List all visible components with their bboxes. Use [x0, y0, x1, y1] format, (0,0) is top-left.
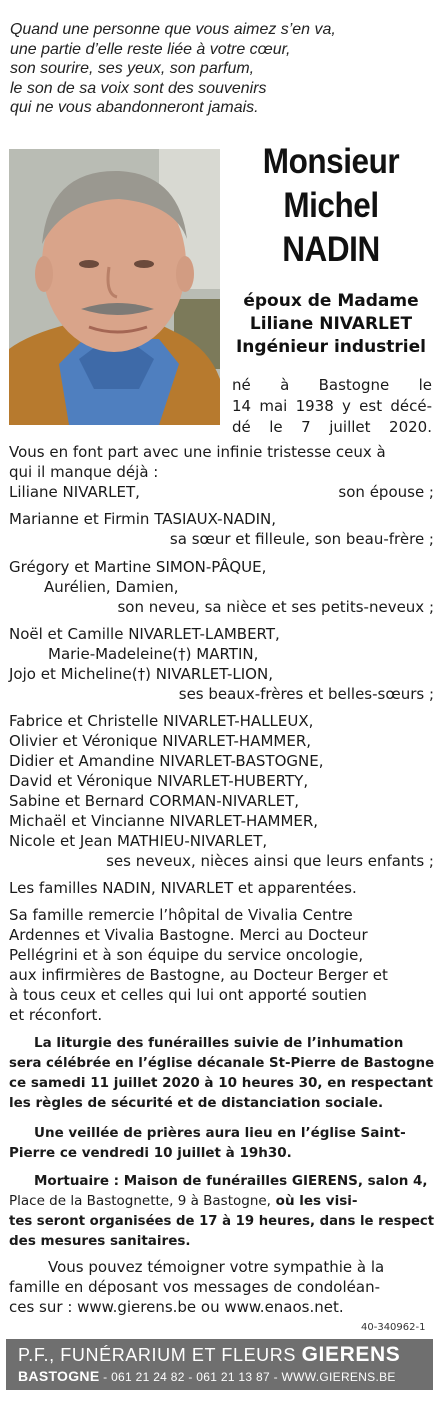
- banner-city: BASTOGNE: [18, 1368, 100, 1384]
- profession: Ingénieur industriel: [235, 337, 426, 357]
- family-role: ses neveux, nièces ainsi que leurs enfants ;: [106, 852, 434, 870]
- thanks-line: et réconfort.: [9, 1006, 103, 1024]
- poem-line: une partie d’elle reste liée à votre cœur,: [10, 40, 291, 58]
- family-role: son neveu, sa nièce et ses petits-neveux ;: [117, 598, 434, 616]
- family-role: son épouse ;: [338, 483, 434, 501]
- banner-services: P.F., FUNÉRARIUM ET FLEURS: [18, 1345, 296, 1365]
- birth-line: 14 mai 1938 y est décé-: [232, 397, 432, 415]
- birth-line: né à Bastogne le: [232, 376, 432, 394]
- poem-line: Quand une personne que vous aimez s’en va,: [10, 21, 336, 38]
- family-member: Sabine et Bernard CORMAN-NIVARLET,: [9, 792, 300, 810]
- funeral-line: les règles de sécurité et de distanciation sociale.: [9, 1095, 384, 1111]
- condolences-line: ces sur : www.gierens.be ou www.enaos.net.: [9, 1298, 344, 1316]
- family-member: Didier et Amandine NIVARLET-BASTOGNE,: [9, 752, 324, 770]
- family-member: Fabrice et Christelle NIVARLET-HALLEUX,: [9, 712, 314, 730]
- family-member: Aurélien, Damien,: [44, 578, 179, 596]
- mortuary-line: [9, 1193, 357, 1209]
- poem-line: qui ne vous abandonneront jamais.: [10, 99, 259, 116]
- mortuary-line: Mortuaire : Maison de funérailles GIERENS, salon 4,: [34, 1173, 428, 1189]
- deceased-name-block: [238, 140, 423, 272]
- banner-contact: - 061 21 24 82 - 061 21 13 87 - WWW.GIERENS.BE: [99, 1370, 396, 1384]
- family-member: Marianne et Firmin TASIAUX-NADIN,: [9, 510, 277, 528]
- deceased-last-name: NADIN: [282, 230, 380, 269]
- vigil-line: Pierre ce vendredi 10 juillet à 19h30.: [9, 1145, 292, 1161]
- family-member: Grégory et Martine SIMON-PÂQUE,: [9, 558, 267, 576]
- gierens-logo: GIERENS: [301, 1343, 401, 1366]
- family-role: sa sœur et filleule, son beau-frère ;: [169, 530, 434, 548]
- family-member: Olivier et Véronique NIVARLET-HAMMER,: [9, 732, 312, 750]
- mortuary-address: Place de la Bastognette, 9 à Bastogne,: [9, 1193, 271, 1209]
- family-member: Marie-Madeleine(†) MARTIN,: [48, 645, 259, 663]
- family-member: Noël et Camille NIVARLET-LAMBERT,: [9, 625, 280, 643]
- birth-line: dé le 7 juillet 2020.: [232, 418, 432, 436]
- funeral-line: ce samedi 11 juillet 2020 à 10 heures 30, en respectant: [9, 1075, 434, 1091]
- spouse-block: [228, 290, 434, 359]
- thanks-line: aux infirmières de Bastogne, au Docteur Berger et: [9, 966, 388, 984]
- family-member: Nicole et Jean MATHIEU-NIVARLET,: [9, 832, 268, 850]
- condolences-line: Vous pouvez témoigner votre sympathie à la: [48, 1258, 385, 1276]
- reference-number: 40-340962-1: [361, 1322, 426, 1333]
- banner-line-1: [18, 1343, 400, 1367]
- thanks-line: Sa famille remercie l’hôpital de Vivalia Centre: [9, 906, 353, 924]
- mortuary-visits: où les visi-: [270, 1193, 358, 1209]
- spouse-name: Liliane NIVARLET: [249, 314, 413, 334]
- deceased-title: Monsieur: [262, 142, 400, 181]
- spouse-line: époux de Madame: [243, 291, 419, 311]
- family-member: Liliane NIVARLET,: [9, 483, 140, 501]
- funeral-home-banner: [6, 1339, 433, 1390]
- thanks-line: Ardennes et Vivalia Bastogne. Merci au Docteur: [9, 926, 368, 944]
- thanks-line: à tous ceux et celles qui lui ont apporté soutien: [9, 986, 367, 1004]
- thanks-line: Pellégrini et à son équipe du service oncologie,: [9, 946, 364, 964]
- poem-line: son sourire, ses yeux, son parfum,: [10, 60, 255, 77]
- family-member: David et Véronique NIVARLET-HUBERTY,: [9, 772, 309, 790]
- mortuary-line: tes seront organisées de 17 à 19 heures, dans le respect: [9, 1213, 435, 1229]
- intro-line: Vous en font part avec une infinie tristesse ceux à: [9, 443, 386, 461]
- deceased-portrait-photo: [9, 149, 220, 425]
- portrait-illustration: [9, 149, 220, 425]
- family-member: Michaël et Vincianne NIVARLET-HAMMER,: [9, 812, 319, 830]
- family-role: ses beaux-frères et belles-sœurs ;: [178, 685, 434, 703]
- birth-death-info: [232, 375, 432, 438]
- poem: [10, 20, 435, 118]
- banner-line-2: [18, 1368, 396, 1384]
- families-line: Les familles NADIN, NIVARLET et apparentées.: [9, 879, 357, 897]
- condolences-line: famille en déposant vos messages de condoléan-: [9, 1278, 380, 1296]
- deceased-first-name: Michel: [283, 186, 379, 225]
- poem-line: le son de sa voix sont des souvenirs: [10, 79, 267, 97]
- family-member: Jojo et Micheline(†) NIVARLET-LION,: [9, 665, 273, 683]
- vigil-line: Une veillée de prières aura lieu en l’église Saint-: [34, 1125, 406, 1141]
- intro-line: qui il manque déjà :: [9, 463, 159, 481]
- funeral-line: La liturgie des funérailles suivie de l’inhumation: [34, 1035, 404, 1051]
- mortuary-line: des mesures sanitaires.: [9, 1233, 191, 1249]
- funeral-line: sera célébrée en l’église décanale St-Pierre de Bastogne: [9, 1055, 435, 1071]
